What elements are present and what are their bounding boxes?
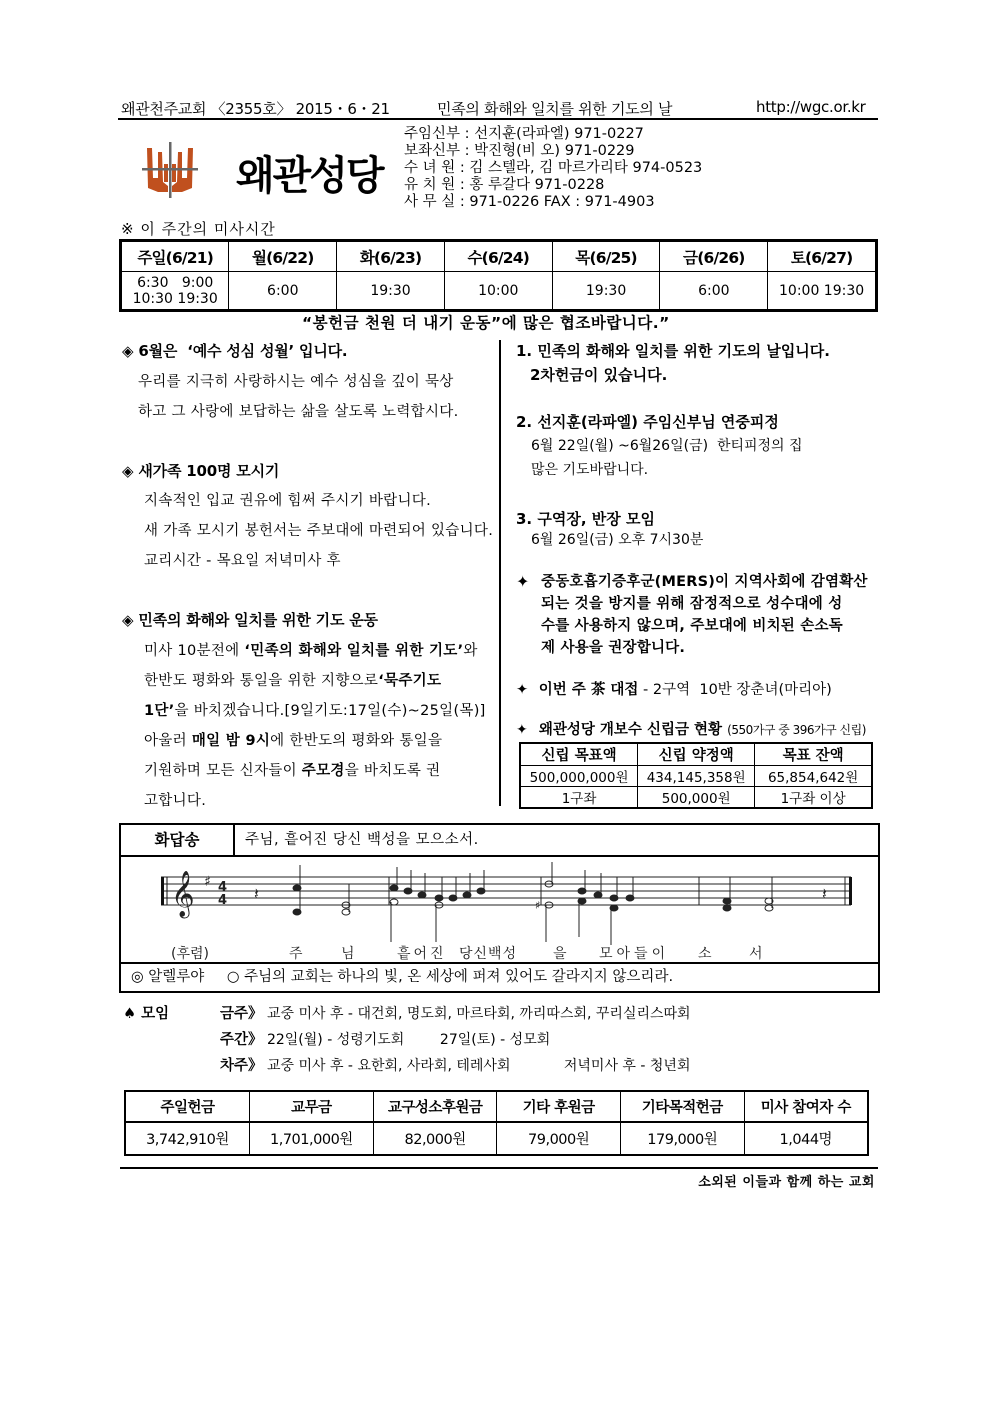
- body-line: 우리를 지극히 사랑하시는 예수 성심을 깊이 묵상: [138, 374, 454, 390]
- contact-value: : 박진형(비 오) 971-0229: [464, 143, 635, 159]
- notice-title: 2. 선지훈(라파엘) 주임신부님 연중피정: [516, 413, 779, 431]
- offering-value: 179,000원: [620, 1122, 744, 1155]
- parish-motto: 소외된 이들과 함께 하는 교회: [698, 1175, 875, 1190]
- contact-label: 보좌신부: [404, 143, 461, 159]
- fund-cell: 65,854,642원: [755, 766, 872, 787]
- star-bullet-icon: ✦: [516, 572, 530, 591]
- alleluia-label: 알렐루야: [148, 969, 205, 985]
- body-line: 지속적인 입교 권유에 힘써 주시기 바랍니다.: [144, 493, 431, 509]
- mass-times: 6:30 9:00 10:30 19:30: [121, 272, 229, 311]
- lyric-syllable: (후렴): [171, 946, 209, 962]
- section-title-new-family: ◈ 새가족 100명 모시기: [122, 462, 280, 480]
- notice-title: 3. 구역장, 반장 모임: [516, 510, 655, 528]
- day-header: 토(6/27): [768, 241, 877, 272]
- day-theme: 민족의 화해와 일치를 위한 기도의 날: [437, 100, 673, 118]
- mass-times: 19:30: [552, 272, 660, 311]
- mass-schedule-header-row: [121, 241, 877, 272]
- bulletin-issue: 왜관천주교회 〈2355호〉 2015・6・21: [121, 100, 390, 118]
- contact-value: : 김 스텔라, 김 마르가리타 974-0523: [459, 160, 703, 176]
- svg-text:♯: ♯: [535, 899, 541, 912]
- contact-label: 주임신부: [404, 126, 461, 142]
- svg-text:𝄞: 𝄞: [171, 871, 195, 917]
- psalm-header-row: [121, 825, 878, 857]
- offering-value: 1,701,000원: [249, 1122, 373, 1155]
- psalm-refrain-text: 주님, 흩어진 당신 백성을 모으소서.: [245, 832, 479, 848]
- svg-text:𝄽: 𝄽: [254, 884, 259, 903]
- contact-value: : 홍 루갈다 971-0228: [459, 177, 605, 193]
- meeting-row: 주간》 22일(월) - 성령기도회 27일(토) - 성모회: [220, 1032, 551, 1048]
- mass-times: 19:30: [337, 272, 445, 311]
- lyric-syllable: 모아들이: [599, 946, 670, 962]
- day-header: 금(6/26): [660, 241, 768, 272]
- body-line: 기원하며 모든 신자들이 주모경을 바치도록 권: [144, 763, 441, 779]
- day-header: 월(6/22): [229, 241, 337, 272]
- psalm-label: 화답송: [121, 825, 235, 855]
- day-header: 주일(6/21): [121, 241, 229, 272]
- notice-line: 6월 26일(금) 오후 7시30분: [531, 532, 704, 548]
- alleluia-verse: 주님의 교회는 하나의 빛, 온 세상에 퍼져 있어도 갈라지지 않으리라.: [244, 969, 674, 985]
- notice-title: 1. 민족의 화해와 일치를 위한 기도의 날입니다.: [516, 342, 830, 360]
- svg-text:♯: ♯: [204, 874, 211, 890]
- svg-text:𝄽: 𝄽: [822, 884, 827, 903]
- lyric-syllable: 소: [698, 946, 712, 962]
- day-header: 화(6/23): [337, 241, 445, 272]
- notice-title: 2차헌금이 있습니다.: [530, 366, 668, 384]
- contact-row: [404, 194, 702, 211]
- mass-schedule-times-row: [121, 272, 877, 311]
- offering-value: 1,044명: [744, 1122, 868, 1155]
- mers-notice: 중동호흡기증후군(MERS)이 지역사회에 감염확산 되는 것을 방지를 위해 잠정적으로 성수대에 성 수를 사용하지 않으며, 주보대에 비치된 손소독 제 사용을 권장합니다.: [541, 574, 868, 656]
- contact-label: 수 녀 원: [404, 160, 456, 176]
- fund-cell: 1구좌: [520, 787, 638, 809]
- diamond-bullet-icon: ◈: [122, 611, 134, 629]
- offering-header: 교구성소후원금: [373, 1091, 497, 1122]
- body-line: 하고 그 사랑에 보답하는 삶을 살도록 노력합시다.: [138, 404, 459, 420]
- contact-row: [404, 143, 702, 160]
- double-circle-icon: ◎: [131, 969, 144, 985]
- parish-name: 왜관성당: [236, 153, 383, 199]
- contact-row: [404, 126, 702, 143]
- contact-label: 유 치 원: [404, 177, 456, 193]
- section-title-sacred-heart: ◈ 6월은 ‘예수 성심 성월’ 입니다.: [122, 342, 348, 360]
- diamond-bullet-icon: ◈: [122, 342, 134, 360]
- mass-times: 10:00: [444, 272, 552, 311]
- offering-campaign-slogan: “봉헌금 천원 더 내기 운동”에 많은 협조바랍니다.”: [302, 314, 670, 332]
- lyric-syllable: 님: [341, 946, 355, 962]
- star-bullet-icon: ✦: [516, 682, 529, 698]
- fund-cell: 500,000,000원: [520, 766, 638, 787]
- day-header: 목(6/25): [552, 241, 660, 272]
- section-title-prayer-movement: ◈ 민족의 화해와 일치를 위한 기도 운동: [122, 611, 378, 629]
- body-line: 한반도 평화와 통일을 위한 지향으로‘묵주기도: [144, 673, 442, 689]
- contact-list: [404, 126, 702, 211]
- circle-icon: ○: [226, 969, 240, 985]
- body-line: 1단’을 바치겠습니다.[9일기도:17일(수)~25일(목)]: [144, 703, 486, 719]
- mass-times: 10:00 19:30: [768, 272, 877, 311]
- spade-icon: ♠: [123, 1006, 136, 1022]
- offering-header: 기타 후원금: [497, 1091, 621, 1122]
- mass-schedule-caption: ※ 이 주간의 미사시간: [121, 220, 276, 238]
- header-rule: [118, 118, 878, 120]
- body-line: 미사 10분전에 ‘민족의 화해와 일치를 위한 기도’와: [144, 643, 478, 659]
- offering-value: 79,000원: [497, 1122, 621, 1155]
- lyric-syllable: 서: [749, 946, 763, 962]
- fund-header: 신립 약정액: [638, 743, 755, 766]
- column-divider: [499, 340, 501, 806]
- body-line: 고합니다.: [144, 793, 207, 809]
- offerings-table: [124, 1090, 869, 1156]
- meeting-row: 차주》 교중 미사 후 - 요한회, 사라회, 테레사회 저녁미사 후 - 청년회: [220, 1058, 691, 1074]
- meetings-title: ♠ 모임: [123, 1006, 170, 1022]
- trident-cross-logo-icon: [140, 142, 200, 198]
- responsorial-psalm-box: [119, 823, 880, 993]
- offering-value: 82,000원: [373, 1122, 497, 1155]
- fund-cell: 500,000원: [638, 787, 755, 809]
- offering-header: 교무금: [249, 1091, 373, 1122]
- fund-header: 목표 잔액: [755, 743, 872, 766]
- body-line: 새 가족 모시기 봉헌서는 주보대에 마련되어 있습니다.: [144, 523, 494, 539]
- offering-value: 3,742,910원: [125, 1122, 249, 1155]
- fund-cell: 434,145,358원: [638, 766, 755, 787]
- renovation-fund-title: ✦ 왜관성당 개보수 신립금 현황 (550가구 중 396가구 신립): [516, 722, 866, 738]
- renovation-fund-table: [519, 742, 873, 809]
- lyric-syllable: 을: [553, 946, 567, 962]
- fund-cell: 1구좌 이상: [755, 787, 872, 809]
- contact-value: : 971-0226 FAX : 971-4903: [459, 194, 655, 210]
- meeting-row: 금주》 교중 미사 후 - 대건회, 명도회, 마르타회, 까리따스회, 꾸리실리스따회: [220, 1006, 691, 1022]
- day-header: 수(6/24): [444, 241, 552, 272]
- contact-value: : 선지훈(라파엘) 971-0227: [464, 126, 644, 142]
- contact-label: 사 무 실: [404, 194, 456, 210]
- notice-line: 많은 기도바랍니다.: [531, 462, 649, 478]
- lyric-syllable: 흩어진: [397, 946, 447, 962]
- mass-times: 6:00: [660, 272, 768, 311]
- mass-times: 6:00: [229, 272, 337, 311]
- svg-text:4: 4: [218, 893, 228, 908]
- body-line: 교리시간 - 목요일 저녁미사 후: [144, 553, 341, 569]
- star-bullet-icon: ✦: [516, 722, 528, 738]
- offering-header: 주일헌금: [125, 1091, 249, 1122]
- body-line: 아울러 매일 밤 9시에 한반도의 평화와 통일을: [144, 733, 443, 749]
- contact-row: [404, 177, 702, 194]
- diamond-bullet-icon: ◈: [122, 462, 134, 480]
- website-link[interactable]: http://wgc.or.kr: [756, 98, 866, 116]
- notice-line: 6월 22일(월) ~6월26일(금) 한티피정의 집: [531, 438, 803, 454]
- offering-header: 기타목적헌금: [620, 1091, 744, 1122]
- fund-header: 신립 목표액: [520, 743, 638, 766]
- svg-text:4: 4: [218, 880, 228, 895]
- tea-host-notice: ✦ 이번 주 茶 대접 - 2구역 10반 장춘녀(마리아): [516, 682, 832, 698]
- footer-rule: [120, 1167, 878, 1169]
- lyric-syllable: 주: [289, 946, 303, 962]
- alleluia-row: [121, 962, 878, 993]
- offering-header: 미사 참여자 수: [744, 1091, 868, 1122]
- lyric-syllable: 당신백성: [459, 946, 518, 962]
- mass-schedule-table: [119, 239, 878, 312]
- contact-row: [404, 160, 702, 177]
